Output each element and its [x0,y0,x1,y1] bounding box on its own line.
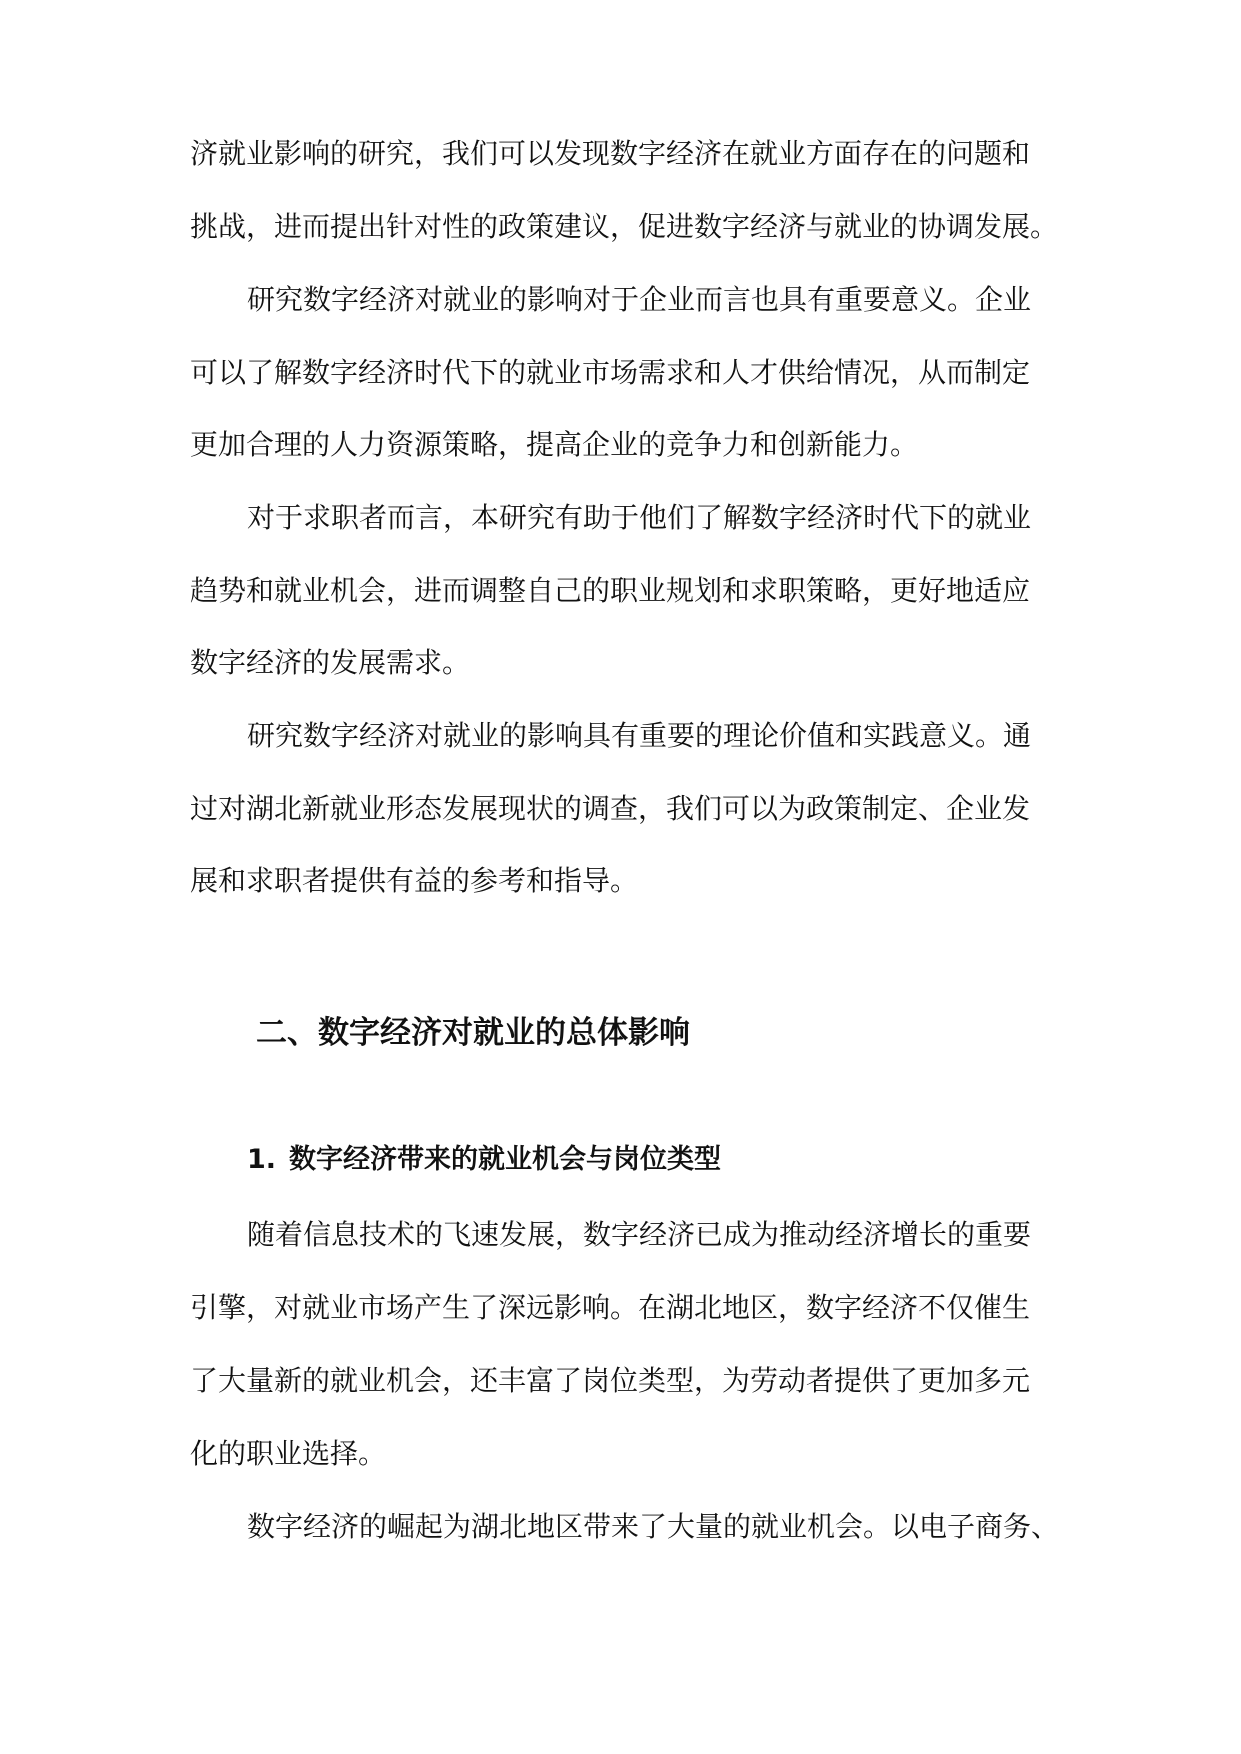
paragraph-line: 了大量新的就业机会，还丰富了岗位类型，为劳动者提供了更加多元 [190,1364,1031,1397]
paragraph-line: 展和求职者提供有益的参考和指导。 [190,864,639,897]
paragraph-line: 研究数字经济对就业的影响具有重要的理论价值和实践意义。通 [247,719,1032,752]
paragraph-line: 更加合理的人力资源策略，提高企业的竞争力和创新能力。 [190,428,919,461]
paragraph-line: 研究数字经济对就业的影响对于企业而言也具有重要意义。企业 [247,283,1032,316]
paragraph-line: 随着信息技术的飞速发展，数字经济已成为推动经济增长的重要 [247,1218,1032,1251]
subsection-number: 1. [247,1144,277,1175]
paragraph-line: 数字经济的崛起为湖北地区带来了大量的就业机会。以电子商务、 [247,1510,1060,1543]
subsection-heading [247,1140,721,1180]
subsection-title: 数字经济带来的就业机会与岗位类型 [289,1144,721,1175]
paragraph-line: 引擎，对就业市场产生了深远影响。在湖北地区，数字经济不仅催生 [190,1291,1031,1324]
paragraph-line: 济就业影响的研究，我们可以发现数字经济在就业方面存在的问题和 [190,137,1031,170]
paragraph-line: 可以了解数字经济时代下的就业市场需求和人才供给情况，从而制定 [190,356,1031,389]
section-heading: 二、数字经济对就业的总体影响 [256,1015,690,1051]
paragraph-line: 对于求职者而言，本研究有助于他们了解数字经济时代下的就业 [247,501,1032,534]
paragraph-line: 化的职业选择。 [190,1437,387,1470]
paragraph-line: 趋势和就业机会，进而调整自己的职业规划和求职策略，更好地适应 [190,574,1031,607]
paragraph-line: 挑战，进而提出针对性的政策建议，促进数字经济与就业的协调发展。 [190,210,1059,243]
paragraph-line: 过对湖北新就业形态发展现状的调查，我们可以为政策制定、企业发 [190,792,1031,825]
paragraph-line: 数字经济的发展需求。 [190,646,471,679]
